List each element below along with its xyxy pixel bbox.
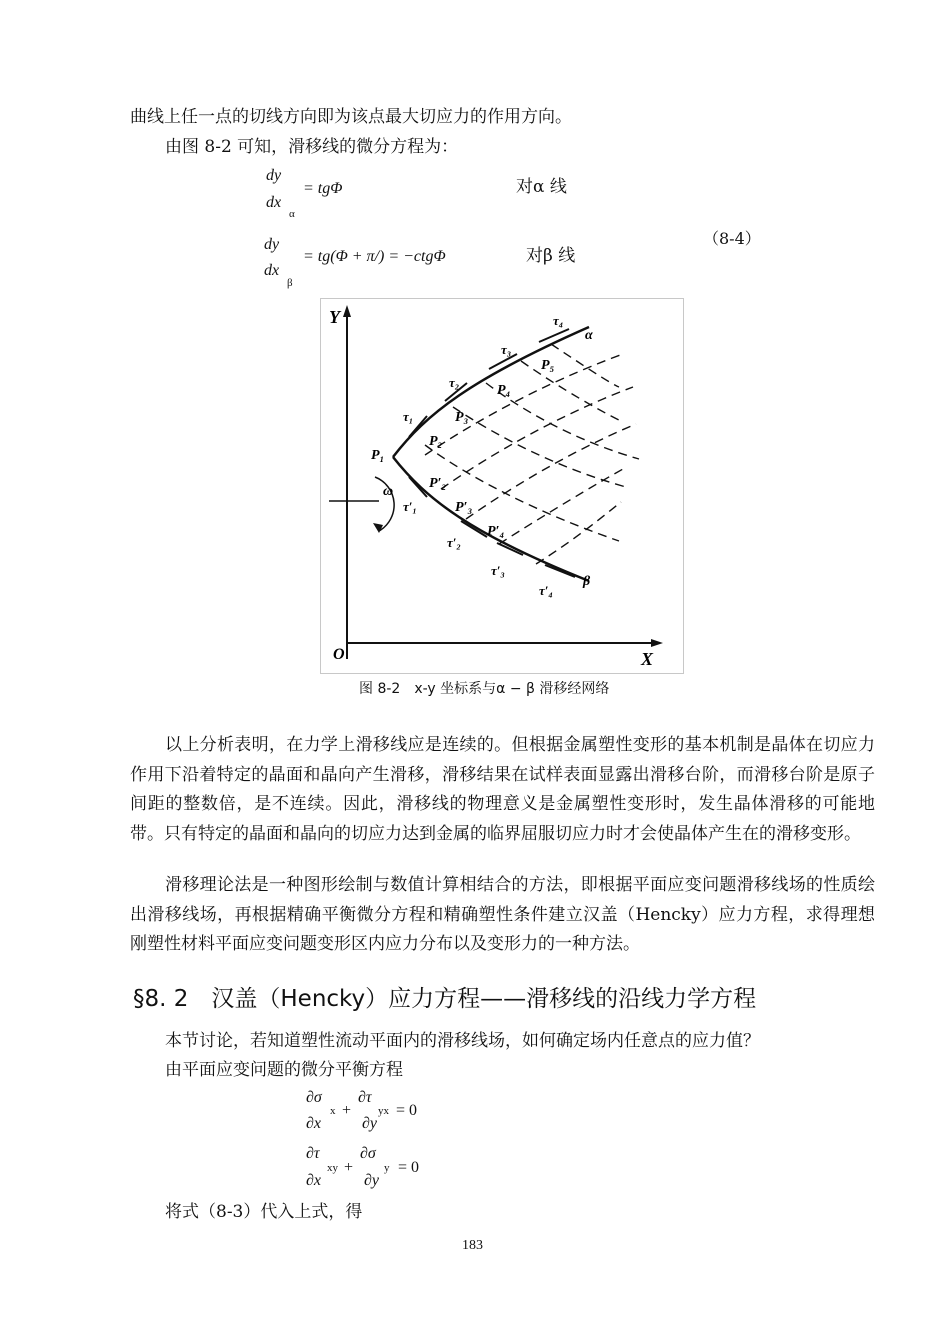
p2-label: P₂ [429, 434, 443, 449]
p3-label: P₃ [455, 410, 469, 425]
origin-label: O [333, 646, 345, 663]
tau2p-label: τ′₂ [447, 535, 461, 550]
p3p-label: P′₃ [455, 500, 473, 515]
eq4-den1: ∂x [306, 1172, 322, 1189]
p4-label: P₄ [497, 383, 511, 398]
eq3-sub1: x [330, 1105, 336, 1117]
intro-line-2: 由图 8-2 可知，滑移线的微分方程为： [165, 137, 459, 157]
eq4-rhs: = 0 [398, 1159, 420, 1176]
y-axis-label: Y [329, 307, 340, 327]
eq3-den2: ∂y [362, 1115, 378, 1132]
paragraph-substitute: 将式（8-3）代入上式，得 [165, 1202, 363, 1222]
p5-label: P₅ [541, 358, 555, 373]
beta-label: β [583, 574, 591, 589]
x-axis-label: X [641, 649, 654, 669]
eq3-plus: + [342, 1102, 352, 1119]
eq4-num2: ∂σ [360, 1145, 376, 1162]
tau3-label: τ₃ [501, 342, 512, 357]
eq4-plus: + [344, 1159, 354, 1176]
slip-line-diagram [321, 299, 683, 673]
alpha-line [393, 327, 589, 457]
p4p-label: P′₄ [487, 524, 505, 539]
x-axis-arrow [651, 639, 663, 647]
eq2-label: 对β 线 [526, 246, 576, 266]
eq2-subscript: β [287, 277, 293, 289]
section-heading: §8. 2 汉盖（Hencky）应力方程——滑移线的沿线力学方程 [133, 986, 757, 1012]
eq4-num1: ∂τ [306, 1145, 320, 1162]
eq1-denominator: dx [266, 194, 282, 211]
omega-label: ω [383, 484, 394, 499]
figure-slip-line-network [320, 298, 684, 674]
eq1-label: 对α 线 [516, 177, 567, 197]
p2p-label: P′₂ [429, 476, 447, 491]
equation-number: （8-4） [703, 229, 761, 248]
paragraph-slip-theory: 滑移理论法是一种图形绘制与数值计算相结合的方法，即根据平面应变问题滑移线场的性质绘出滑移线场，再根据精确平衡微分方程和精确塑性条件建立汉盖（Hencky）应力方程，求得理想刚塑性材料平面应变问题变形区内应力分布以及变形力的一种方法。 [130, 875, 875, 954]
eq2-numerator: dy [264, 236, 280, 253]
tau1p-label: τ′₁ [403, 499, 417, 514]
tau4-label: τ₄ [553, 313, 564, 328]
eq1-rhs: = tgΦ [303, 180, 343, 197]
tau1-label: τ₁ [403, 409, 414, 424]
page-number: 183 [462, 1238, 483, 1253]
y-axis-arrow [343, 305, 351, 317]
paragraph-equilibrium: 由平面应变问题的微分平衡方程 [165, 1060, 403, 1080]
eq3-num2: ∂τ [358, 1089, 372, 1106]
eq1-subscript: α [289, 208, 295, 220]
paragraph-section-intro: 本节讨论，若知道塑性流动平面内的滑移线场，如何确定场内任意点的应力值？ [165, 1031, 760, 1051]
eq4-den2: ∂y [364, 1172, 380, 1189]
intro-line: 曲线上任一点的切线方向即为该点最大切应力的作用方向。 [130, 107, 572, 127]
eq2-rhs: = tg(Φ + π/) = −ctgΦ [303, 248, 446, 265]
tau4p-label: τ′₄ [539, 583, 553, 598]
eq2-denominator: dx [264, 262, 280, 279]
eq3-rhs: = 0 [396, 1102, 418, 1119]
eq3-den1: ∂x [306, 1115, 322, 1132]
tau2-label: τ₂ [449, 375, 460, 390]
paragraph-slip-line-meaning: 以上分析表明，在力学上滑移线应是连续的。但根据金属塑性变形的基本机制是晶体在切应力作用下沿着特定的晶面和晶向产生滑移，滑移结果在试样表面显露出滑移台阶，而滑移台阶是原子间距的整数倍，是不连续。因此，滑移线的物理意义是金属塑性变形时，发生晶体滑移的可能地带。只有特定的晶面和晶向的切应力达到金属的临界屈服切应力时才会使晶体产生在的滑移变形。 [130, 735, 875, 844]
tau-arrows-upper [409, 329, 569, 437]
eq3-num1: ∂σ [306, 1089, 322, 1106]
p1-label: P₁ [371, 448, 385, 463]
tau3p-label: τ′₃ [491, 563, 505, 578]
eq4-sub1: xy [327, 1162, 338, 1174]
alpha-label: α [585, 328, 593, 343]
eq1-numerator: dy [266, 167, 282, 184]
eq3-sub2: yx [378, 1105, 389, 1117]
eq4-sub2: y [384, 1162, 390, 1174]
figure-caption: 图 8-2 x-y 坐标系与α − β 滑移经网络 [359, 681, 610, 697]
